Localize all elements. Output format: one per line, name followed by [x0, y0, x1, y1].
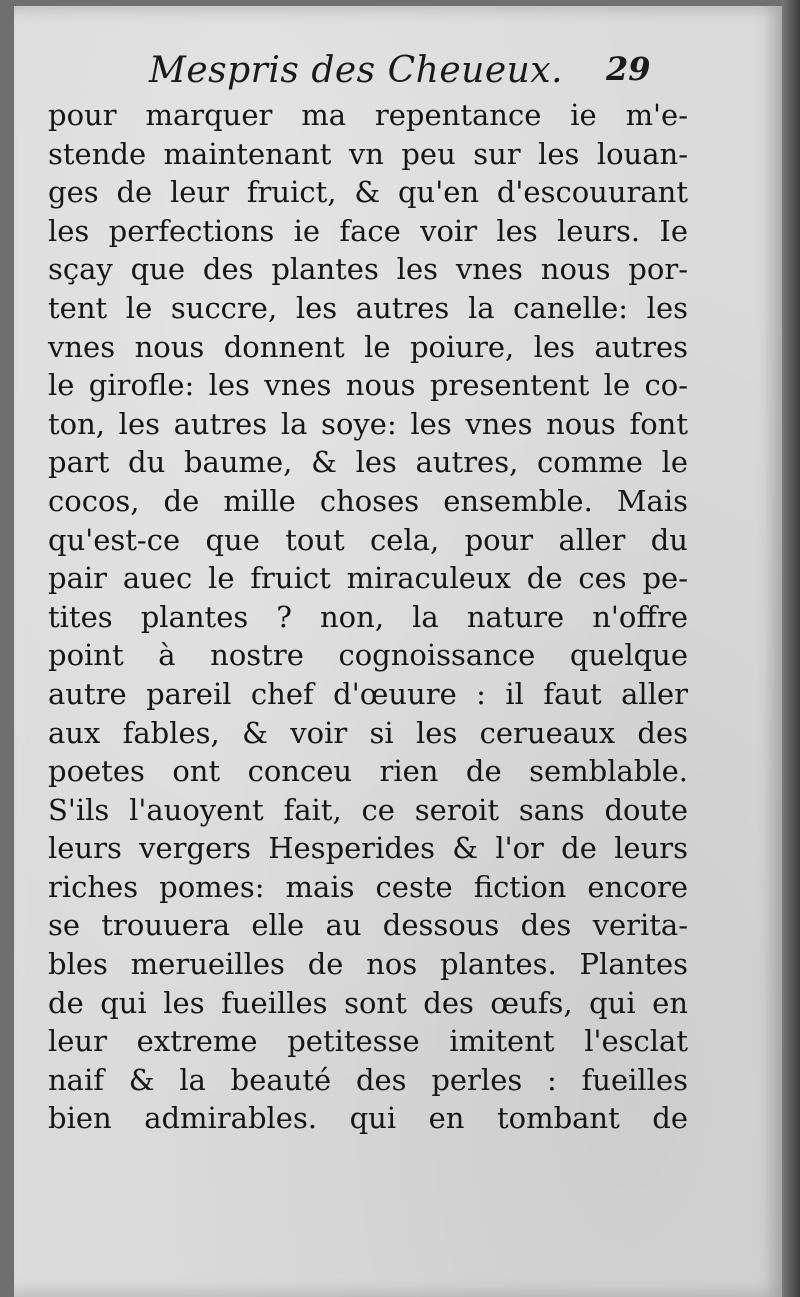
text-line: S'ils l'auoyent fait, ce seroit sans doute: [48, 792, 688, 827]
text-line: tites plantes ? non, la nature n'offre: [48, 599, 688, 634]
book-page: [14, 6, 784, 1297]
text-line: autre pareil chef d'œuure : il faut aller: [48, 676, 688, 711]
text-line: point à nostre cognoissance quelque: [48, 638, 688, 673]
running-title: Mespris des Cheueux.: [149, 50, 564, 91]
text-line: leur extreme petitesse imitent l'esclat: [48, 1024, 688, 1059]
text-line: le girofle: les vnes nous presentent le co-: [48, 368, 688, 403]
text-line: bles merueilles de nos plantes. Plantes: [48, 947, 688, 982]
page-edge-shadow: [782, 0, 800, 1297]
text-line: se trouuera elle au dessous des verita-: [48, 908, 688, 943]
text-line: ton, les autres la soye: les vnes nous font: [48, 406, 688, 441]
text-line: naif & la beauté des perles : fueilles: [48, 1062, 688, 1097]
text-line: pour marquer ma repentance ie m'e-: [48, 98, 688, 132]
text-line: cocos, de mille choses ensemble. Mais: [48, 483, 688, 518]
text-line: aux fables, & voir si les cerueaux des: [48, 715, 688, 750]
body-text: [48, 96, 688, 1138]
text-line: tent le succre, les autres la canelle: les: [48, 290, 688, 325]
text-line: part du baume, & les autres, comme le: [48, 445, 688, 480]
text-line: les perfections ie face voir les leurs. Ie: [48, 213, 688, 248]
text-line: pair auec le fruict miraculeux de ces pe-: [48, 561, 688, 596]
text-line: vnes nous donnent le poiure, les autres: [48, 329, 688, 364]
text-line: poetes ont conceu rien de semblable.: [48, 754, 688, 789]
text-line: bien admirables. qui en tombant de: [48, 1101, 688, 1136]
text-line: stende maintenant vn peu sur les louan-: [48, 136, 688, 171]
text-line: de qui les fueilles sont des œufs, qui en: [48, 985, 688, 1020]
text-line: sçay que des plantes les vnes nous por-: [48, 252, 688, 287]
text-line: qu'est-ce que tout cela, pour aller du: [48, 522, 688, 557]
page-number: 29: [606, 50, 651, 88]
text-line: leurs vergers Hesperides & l'or de leurs: [48, 831, 688, 866]
page-header: [14, 50, 784, 100]
text-line: ges de leur fruict, & qu'en d'escouurant: [48, 175, 688, 210]
text-line: riches pomes: mais ceste fiction encore: [48, 869, 688, 904]
